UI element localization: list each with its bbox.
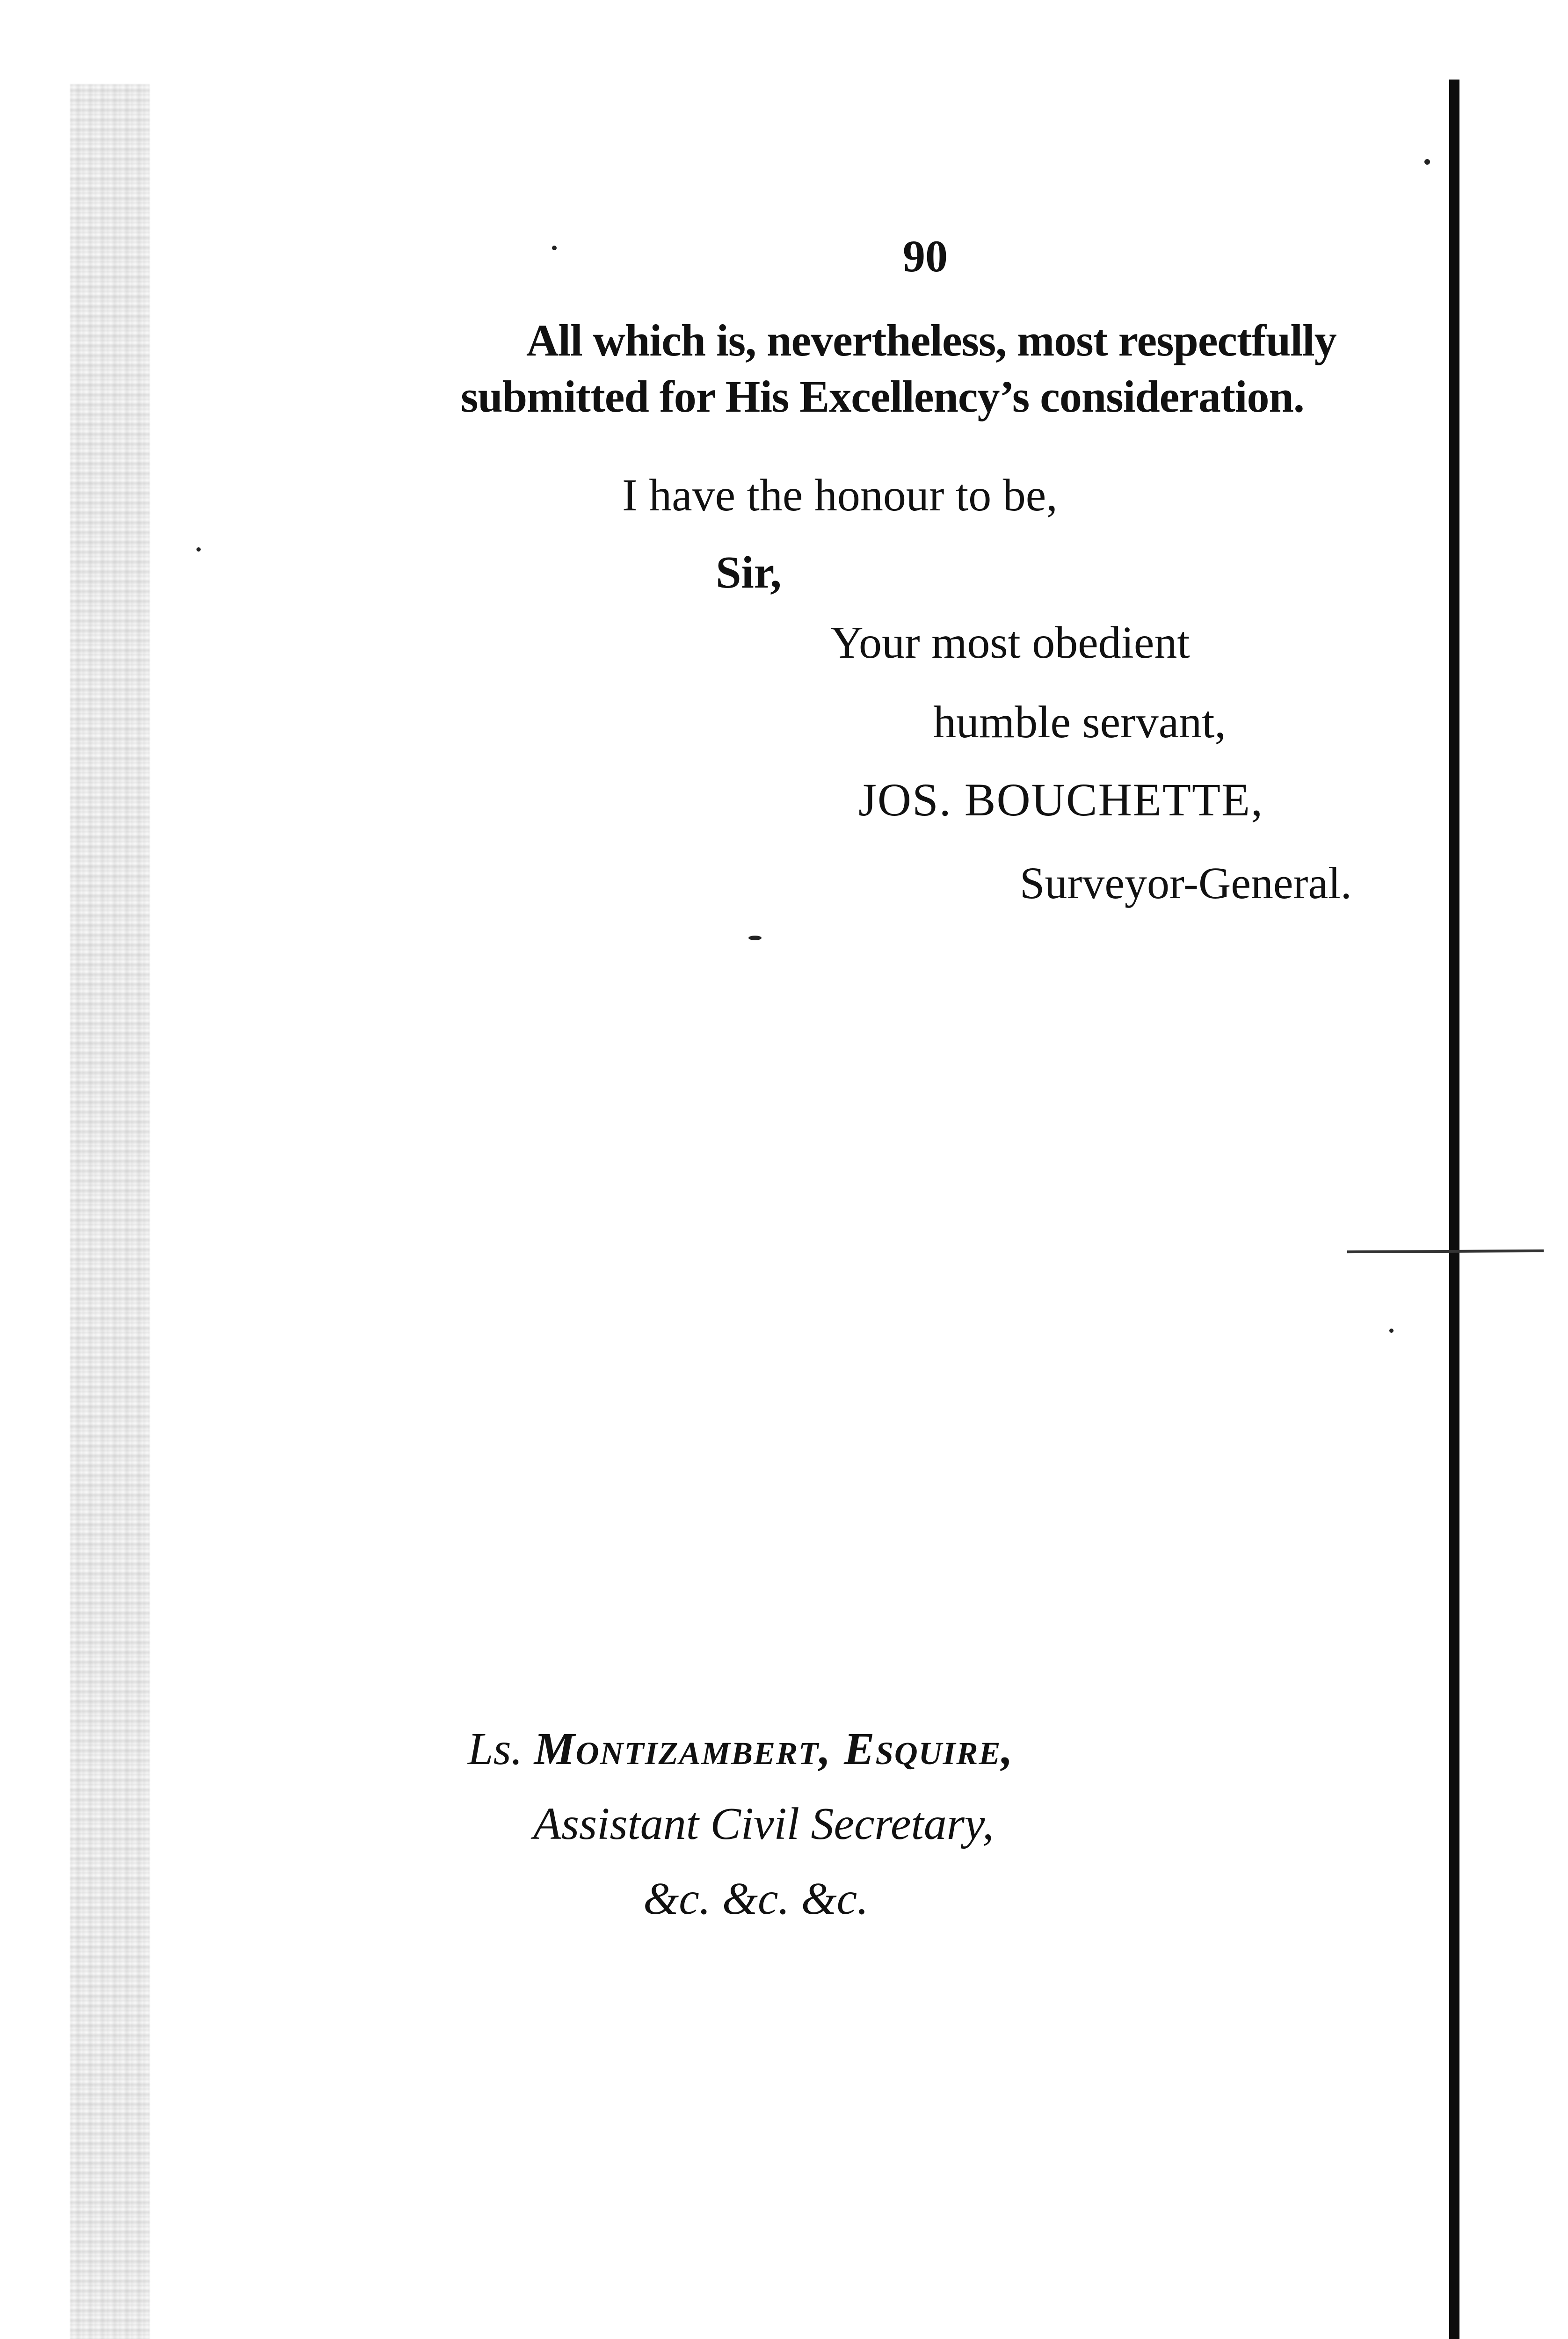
addressee-position: Assistant Civil Secretary, <box>533 1799 994 1849</box>
paragraph-line-1: All which is, nevertheless, most respectfully <box>526 315 1336 365</box>
margin-mark <box>1347 1249 1544 1253</box>
addressee-prefix: Ls. <box>468 1724 523 1774</box>
scan-speck <box>1389 1329 1394 1333</box>
closing-line-1: I have the honour to be, <box>622 470 1058 521</box>
closing-line-3: Your most obedient <box>830 617 1190 668</box>
scan-speck <box>196 547 201 552</box>
scan-speck <box>552 246 557 250</box>
paragraph-line-2: submitted for His Excellency’s consideration. <box>461 371 1304 421</box>
binding-rule <box>1449 80 1459 2339</box>
scan-edge-noise <box>70 84 150 2339</box>
closing-salutation: Sir, <box>716 547 782 598</box>
scan-speck <box>1424 159 1430 165</box>
closing-line-4: humble servant, <box>933 697 1226 748</box>
page-number: 90 <box>903 231 948 281</box>
signature-title: Surveyor-General. <box>1020 858 1352 908</box>
signature-name: JOS. BOUCHETTE, <box>858 774 1264 826</box>
addressee-name: Montizambert, Esquire, <box>534 1724 1014 1774</box>
addressee-name-line <box>468 1726 1014 1772</box>
scan-speck <box>748 936 762 940</box>
addressee-etc: &c. &c. &c. <box>643 1874 869 1924</box>
